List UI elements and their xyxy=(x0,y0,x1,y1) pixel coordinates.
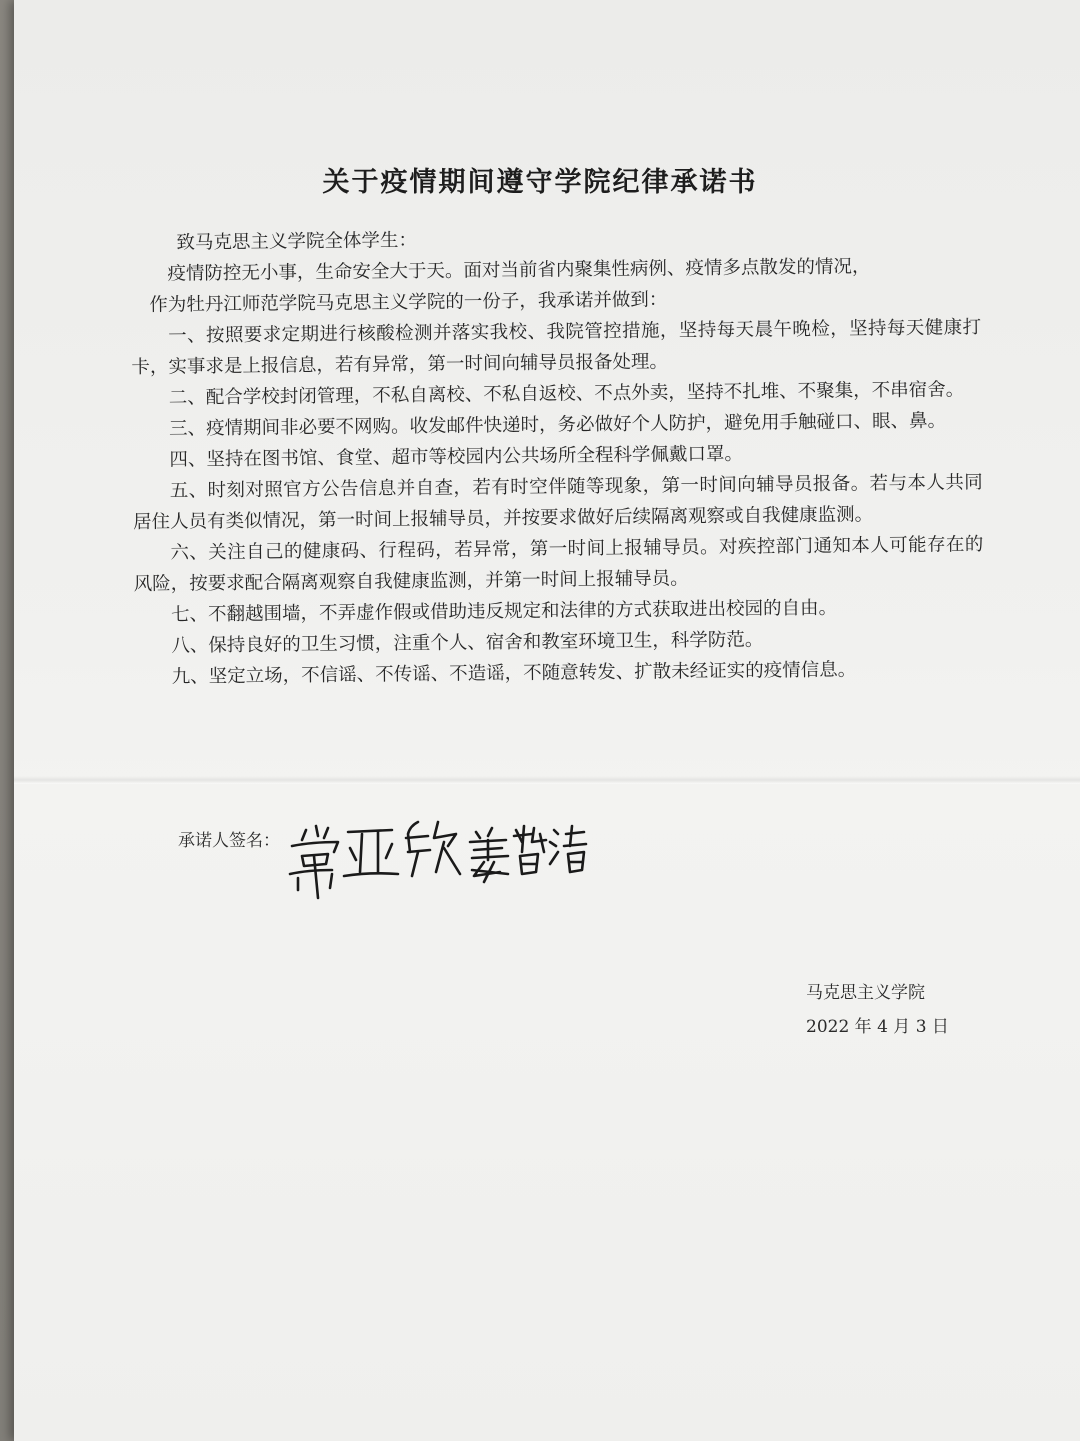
pledge-item-4: 四、坚持在图书馆、食堂、超市等校园内公共场所全程科学佩戴口罩。 xyxy=(169,443,744,471)
pledge-item-9: 九、坚定立场，不信谣、不传谣、不造谣，不随意转发、扩散未经证实的疫情信息。 xyxy=(171,659,857,688)
paper-sheet xyxy=(14,0,1080,1441)
paper-fold-crease xyxy=(14,776,1080,784)
pledge-item-5: 五、时刻对照官方公告信息并自查，若有时空伴随等现象，第一时间向辅导员报备。若与本人共同居住人员有类似情况，第一时间上报辅导员，并按要求做好后续隔离观察或自我健康监测。 xyxy=(132,472,983,533)
issue-date: 2022 年 4 月 3 日 xyxy=(806,1017,949,1037)
handwritten-signature xyxy=(288,812,588,902)
issuing-institution: 马克思主义学院 xyxy=(806,983,925,1003)
signature-label: 承诺人签名： xyxy=(178,831,280,851)
pledge-item-8: 八、保持良好的卫生习惯，注重个人、宿舍和教室环境卫生，科学防范。 xyxy=(171,629,764,657)
pledge-item-2: 二、配合学校封闭管理，不私自离校、不私自返校、不点外卖，坚持不扎堆、不聚集，不串宿舍。 xyxy=(168,379,965,409)
intro-line-1: 疫情防控无小事，生命安全大于天。面对当前省内聚集性病例、疫情多点散发的情况， xyxy=(167,256,871,285)
pledge-item-6: 六、关注自己的健康码、行程码，若异常，第一时间上报辅导员。对疾控部门通知本人可能存在的风险，按要求配合隔离观察自我健康监测，并第一时间上报辅导员。 xyxy=(133,534,984,595)
document-body xyxy=(130,219,985,693)
pledge-item-1: 一、按照要求定期进行核酸检测并落实我校、我院管控措施，坚持每天晨午晚检，坚持每天健康打卡，实事求是上报信息，若有异常，第一时间向辅导员报备处理。 xyxy=(131,317,982,378)
pledge-item-7: 七、不翻越围墙，不弄虚作假或借助违反规定和法律的方式获取进出校园的自由。 xyxy=(170,597,838,626)
pledge-item-3: 三、疫情期间非必要不网购。收发邮件快递时，务必做好个人防护，避免用手触碰口、眼、鼻。 xyxy=(168,410,947,440)
intro-line-2: 作为牡丹江师范学院马克思主义学院的一份子，我承诺并做到： xyxy=(149,289,668,316)
greeting-line: 致马克思主义学院全体学生： xyxy=(176,229,418,254)
document-title: 关于疫情期间遵守学院纪律承诺书 xyxy=(322,167,758,198)
